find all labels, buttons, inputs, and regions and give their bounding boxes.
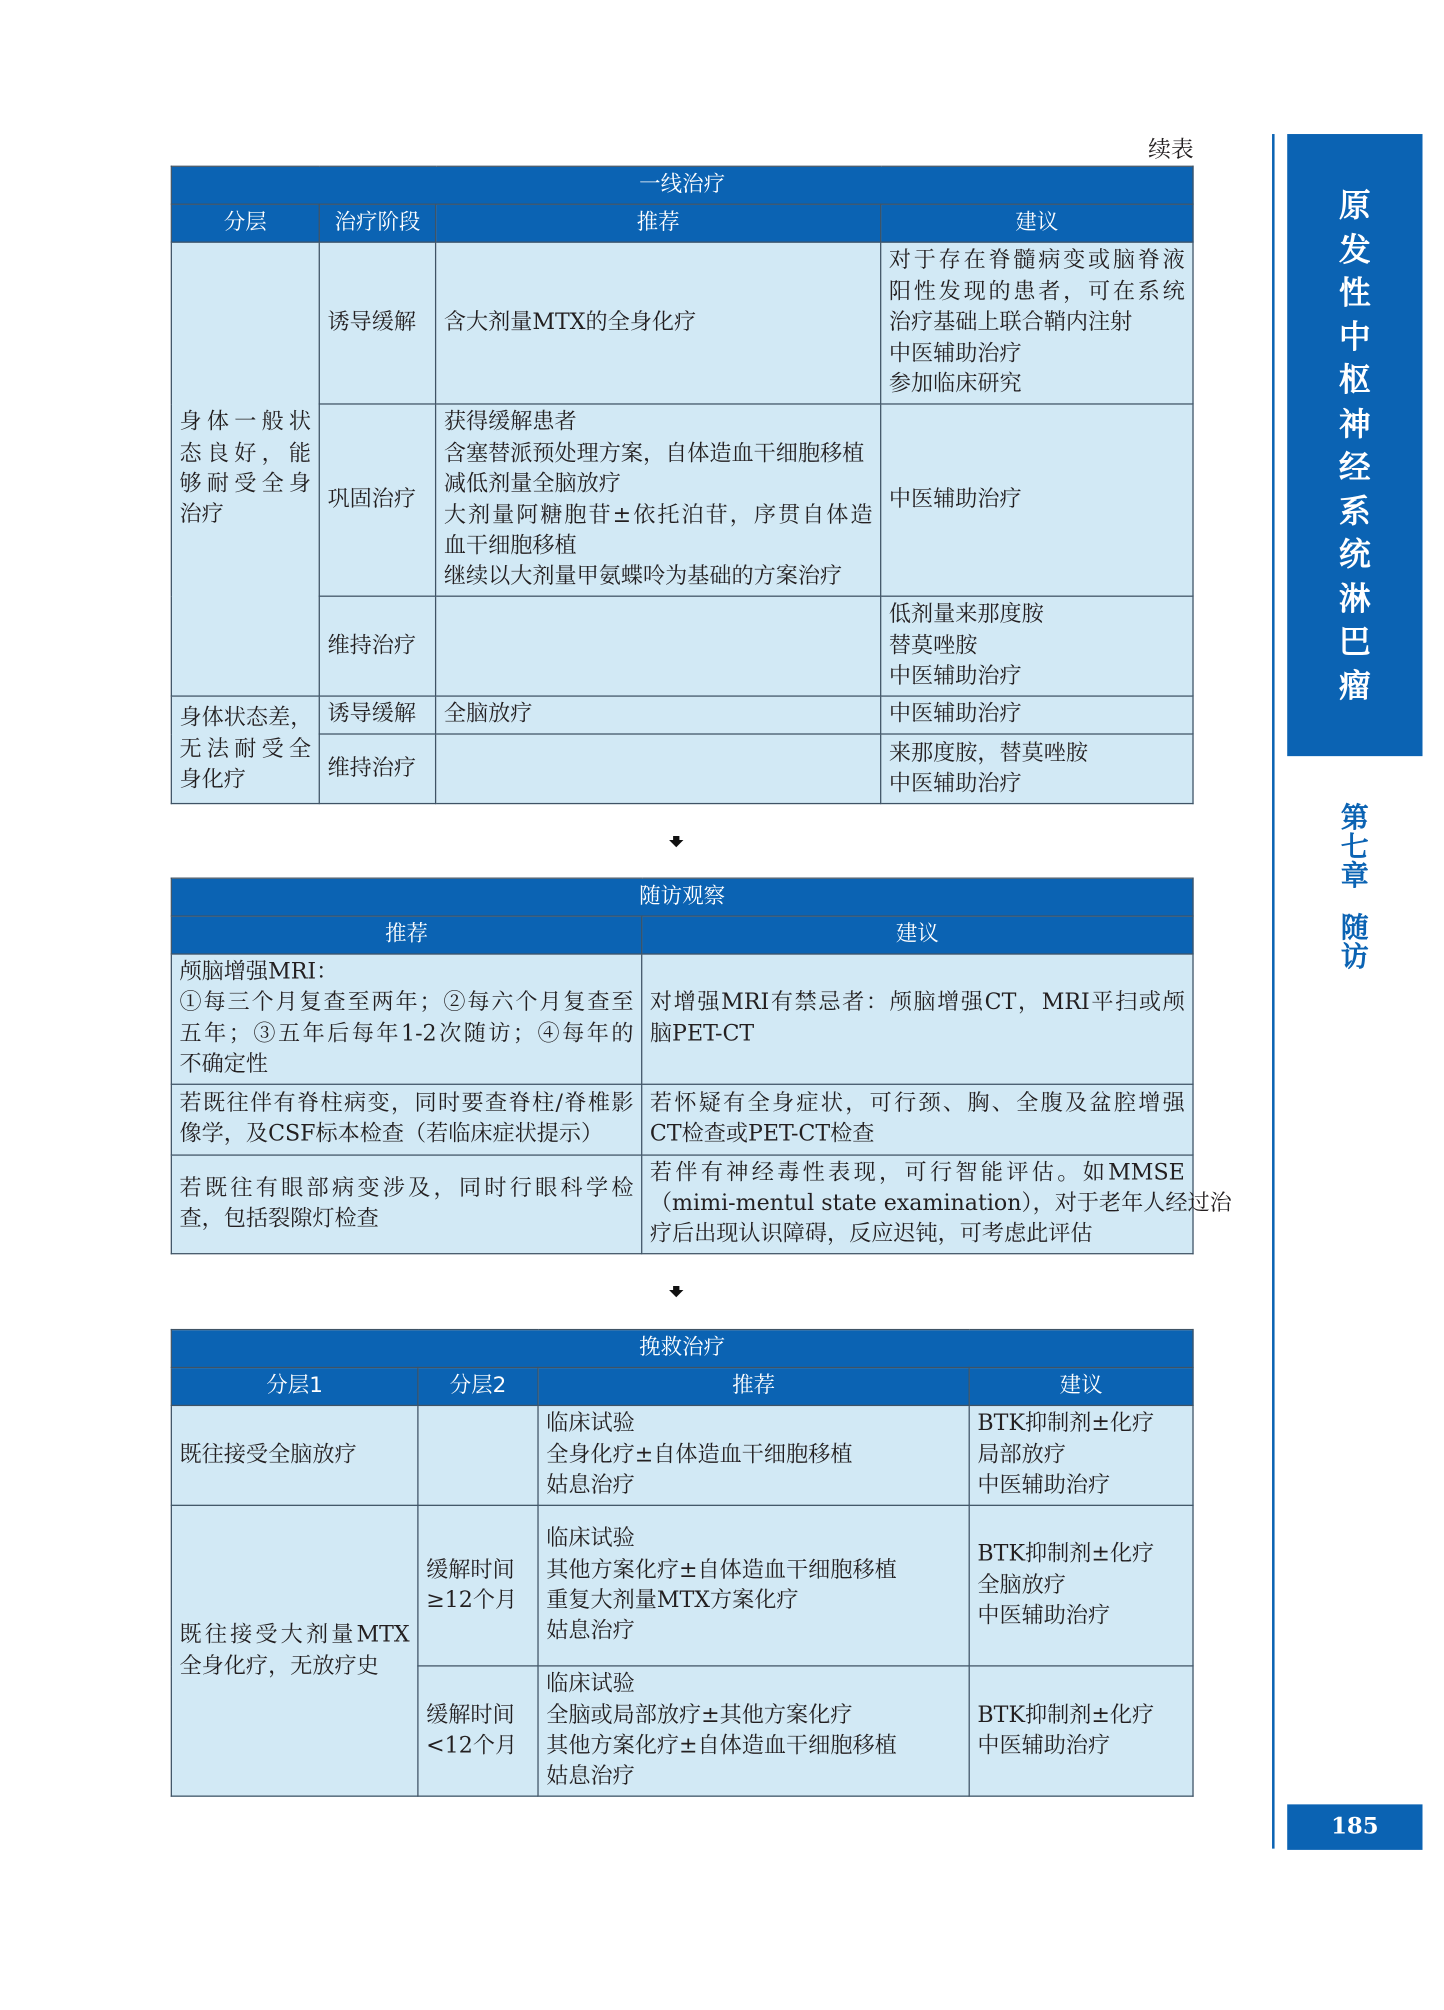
text-line: 中医辅助治疗: [888, 487, 1022, 513]
column-header: 分层: [171, 204, 319, 242]
advice-cell: [881, 404, 1193, 596]
text-line: 不确定性: [179, 1052, 269, 1078]
text-line: 身体一般状: [179, 409, 312, 436]
text-line: 替莫唑胺: [888, 633, 978, 659]
column-header: 建议: [642, 916, 1193, 954]
advice-cell: [969, 1505, 1193, 1666]
column-header: 分层2: [418, 1368, 538, 1406]
text-line: 血干细胞移植: [443, 533, 577, 559]
text-line: 态良好，能: [179, 440, 312, 467]
text-line: 够耐受全身: [179, 471, 312, 497]
vertical-glyph: 神: [1339, 405, 1371, 442]
chapter-label: [1287, 801, 1422, 974]
table-title: 一线治疗: [171, 166, 1193, 204]
text-line: 中医辅助治疗: [888, 771, 1022, 797]
text-line: 治疗: [179, 502, 224, 528]
vertical-glyph: 发: [1339, 230, 1371, 268]
text-line: 身体状态差，: [179, 706, 313, 732]
text-line: 临床试验: [546, 1526, 635, 1552]
text-line: 来那度胺，替莫唑胺: [888, 740, 1089, 766]
text-line: 全脑放疗: [977, 1572, 1066, 1599]
column-header: 建议: [881, 204, 1193, 242]
vertical-glyph: 中: [1339, 318, 1371, 355]
recommend-cell: [171, 1084, 641, 1155]
stratum2-cell: [418, 1505, 538, 1666]
advice-cell: [881, 696, 1193, 734]
text-line: 局部放疗: [977, 1442, 1066, 1468]
text-line: CT检查或PET-CT检查: [649, 1121, 875, 1148]
text-line: 脑PET-CT: [649, 1021, 755, 1047]
follow-up-table: [171, 878, 1232, 1255]
stage-cell: 诱导缓解: [319, 696, 435, 734]
recommend-cell: [436, 404, 881, 596]
stratum1-cell: [171, 1505, 418, 1796]
column-header: 分层1: [171, 1368, 418, 1406]
text-line: 全身化疗±自体造血干细胞移植: [546, 1442, 853, 1468]
stratum-cell: [171, 242, 319, 696]
recommend-cell: [436, 696, 881, 734]
continued-label: 续表: [1148, 136, 1194, 164]
text-line: 全脑或局部放疗±其他方案化疗: [546, 1702, 853, 1728]
column-header: 推荐: [436, 204, 881, 242]
text-line: 既往接受大剂量MTX: [179, 1622, 410, 1648]
text-line: BTK抑制剂±化疗: [977, 1411, 1155, 1437]
text-line: 中医辅助治疗: [888, 341, 1022, 367]
vertical-glyph: 章: [1340, 859, 1369, 893]
text-line: 查，包括裂隙灯检查: [179, 1206, 379, 1232]
text-line: <12个月: [426, 1733, 518, 1759]
vertical-glyph: 巴: [1339, 623, 1371, 661]
text-line: 姑息治疗: [546, 1764, 635, 1790]
text-line: 中医辅助治疗: [888, 664, 1022, 690]
stratum2-cell: [418, 1666, 538, 1796]
text-line: 中医辅助治疗: [888, 702, 1022, 728]
table-title: 挽救治疗: [171, 1330, 1193, 1368]
salvage-treatment-table: [171, 1329, 1194, 1797]
stratum1-cell: [171, 1405, 418, 1505]
text-line: 颅脑增强MRI：: [179, 959, 339, 986]
stage-cell: 维持治疗: [319, 734, 435, 804]
stage-cell: 诱导缓解: [319, 242, 435, 404]
text-line: 全脑放疗: [443, 702, 533, 728]
advice-cell: [642, 954, 1193, 1084]
text-line: 获得缓解患者: [443, 410, 577, 436]
recommend-cell: [538, 1666, 969, 1796]
text-line: 若伴有神经毒性表现，可行智能评估。如MMSE: [649, 1160, 1185, 1186]
text-line: 参加临床研究: [888, 371, 1022, 398]
text-line: ≥12个月: [426, 1588, 518, 1614]
vertical-glyph: 随: [1340, 911, 1369, 945]
recommend-cell: [436, 242, 881, 404]
stage-cell: 维持治疗: [319, 596, 435, 696]
advice-cell: [881, 596, 1193, 696]
text-line: 姑息治疗: [546, 1619, 635, 1645]
page-number: 185: [1287, 1804, 1422, 1850]
text-line: 重复大剂量MTX方案化疗: [546, 1588, 799, 1614]
down-arrow-icon: 🠻: [667, 1277, 685, 1309]
text-line: 其他方案化疗±自体造血干细胞移植: [546, 1733, 897, 1759]
column-header: 推荐: [171, 916, 641, 954]
stratum2-cell: [418, 1405, 538, 1505]
vertical-glyph: 七: [1340, 830, 1369, 864]
recommend-cell: [436, 596, 881, 696]
vertical-glyph: 统: [1339, 536, 1371, 573]
advice-cell: [969, 1666, 1193, 1796]
recommend-cell: [538, 1505, 969, 1666]
text-line: （mimi-mentul state examination），对于老年人经过治: [649, 1191, 1232, 1217]
chapter-title: [1287, 911, 1422, 974]
text-line: 临床试验: [546, 1671, 635, 1698]
text-line: 阳性发现的患者，可在系统: [888, 279, 1185, 305]
advice-cell: [642, 1155, 1232, 1254]
text-line: 减低剂量全脑放疗: [443, 471, 621, 498]
text-line: 临床试验: [546, 1411, 635, 1437]
vertical-glyph: 系: [1339, 492, 1371, 530]
vertical-glyph: 访: [1340, 940, 1369, 974]
advice-cell: [969, 1405, 1193, 1505]
book-title: [1287, 185, 1422, 708]
text-line: 缓解时间: [426, 1557, 515, 1583]
text-line: 对增强MRI有禁忌者：颅脑增强CT，MRI平扫或颅: [649, 990, 1185, 1016]
vertical-glyph: 第: [1340, 801, 1369, 835]
text-line: 其他方案化疗±自体造血干细胞移植: [546, 1557, 897, 1583]
text-line: 中医辅助治疗: [977, 1733, 1111, 1759]
text-line: 对于存在脊髓病变或脑脊液: [888, 248, 1185, 274]
text-line: 姑息治疗: [546, 1473, 635, 1499]
table-title: 随访观察: [171, 878, 1193, 916]
text-line: 含大剂量MTX的全身化疗: [443, 310, 697, 336]
chapter-number: [1287, 801, 1422, 893]
column-header: 治疗阶段: [319, 204, 435, 242]
text-line: 像学，及CSF标本检查（若临床症状提示）: [179, 1121, 604, 1148]
text-line: 五年；③五年后每年1-2次随访；④每年的: [179, 1021, 634, 1047]
recommend-cell: [171, 1155, 641, 1254]
text-line: BTK抑制剂±化疗: [977, 1541, 1155, 1568]
vertical-glyph: 瘤: [1339, 666, 1371, 704]
column-header: 建议: [969, 1368, 1193, 1406]
text-line: ①每三个月复查至两年；②每六个月复查至: [179, 990, 634, 1016]
text-line: 若既往有眼部病变涉及，同时行眼科学检: [179, 1175, 634, 1202]
text-line: 中医辅助治疗: [977, 1603, 1111, 1629]
text-line: 继续以大剂量甲氨蝶呤为基础的方案治疗: [443, 564, 843, 590]
vertical-glyph: 性: [1339, 274, 1371, 312]
down-arrow-icon: 🠻: [667, 826, 685, 859]
vertical-glyph: 经: [1339, 448, 1371, 486]
recommend-cell: [538, 1405, 969, 1505]
text-line: 身化疗: [179, 767, 246, 794]
advice-cell: [881, 734, 1193, 804]
text-line: 若既往伴有脊柱病变，同时要查脊柱/脊椎影: [179, 1090, 634, 1117]
advice-cell: [642, 1084, 1193, 1155]
text-line: 治疗基础上联合鞘内注射: [888, 310, 1133, 336]
vertical-glyph: 枢: [1339, 361, 1371, 399]
stratum-cell: [171, 696, 319, 803]
text-line: 疗后出现认识障碍，反应迟钝，可考虑此评估: [649, 1222, 1093, 1248]
text-line: 低剂量来那度胺: [888, 602, 1044, 628]
margin-rule: [1272, 134, 1275, 1849]
text-line: 中医辅助治疗: [977, 1473, 1111, 1499]
recommend-cell: [171, 954, 641, 1084]
text-line: 缓解时间: [426, 1702, 515, 1728]
column-header: 推荐: [538, 1368, 969, 1406]
recommend-cell: [436, 734, 881, 804]
text-line: 含塞替派预处理方案，自体造血干细胞移植: [443, 440, 865, 467]
advice-cell: [881, 242, 1193, 404]
first-line-treatment-table: [171, 166, 1194, 805]
text-line: 若怀疑有全身症状，可行颈、胸、全腹及盆腔增强: [649, 1090, 1185, 1117]
vertical-glyph: 淋: [1339, 579, 1371, 617]
vertical-glyph: 原: [1339, 187, 1371, 224]
stage-cell: 巩固治疗: [319, 404, 435, 596]
text-line: 无法耐受全: [179, 736, 312, 763]
text-line: 既往接受全脑放疗: [179, 1442, 357, 1468]
book-title-tab: [1287, 134, 1422, 756]
text-line: BTK抑制剂±化疗: [977, 1702, 1155, 1728]
text-line: 全身化疗，无放疗史: [179, 1653, 379, 1679]
text-line: 大剂量阿糖胞苷±依托泊苷，序贯自体造: [443, 502, 873, 528]
